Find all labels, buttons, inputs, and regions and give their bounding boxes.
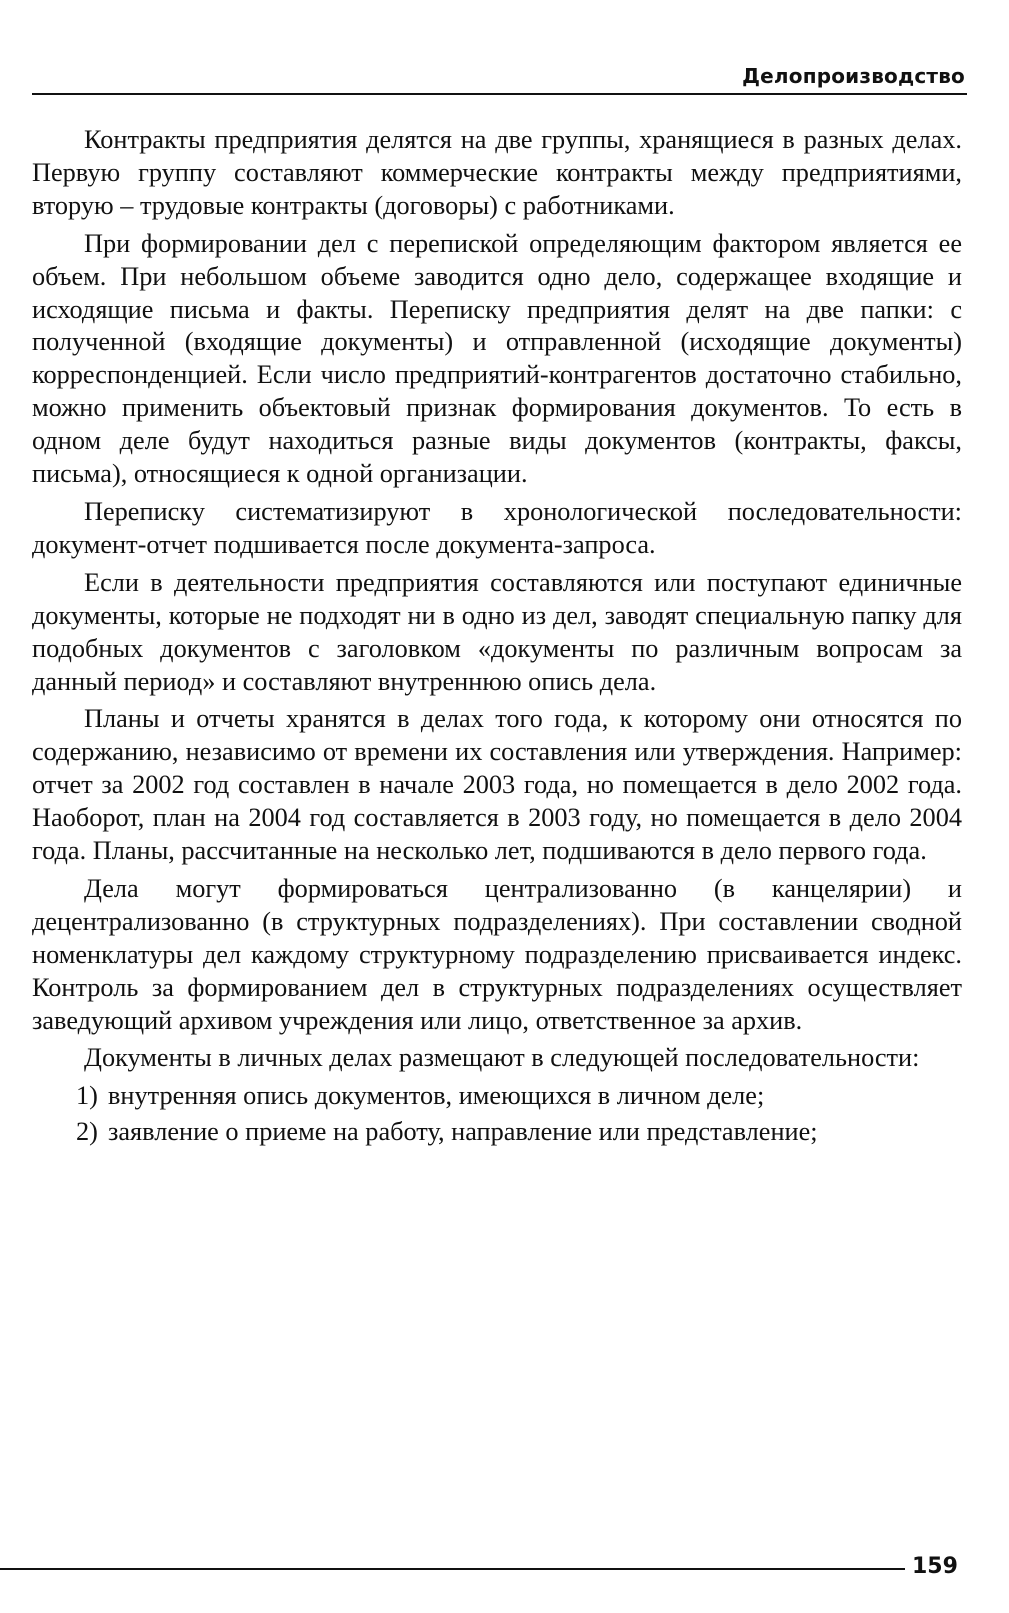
- page-body: [32, 124, 962, 1152]
- paragraph-contracts: Контракты предприятия делятся на две группы, хранящиеся в разных делах. Первую группу составляют коммерческие контракты между предприятиями, вторую – трудовые контракты (договоры) с работниками.: [32, 125, 962, 220]
- paragraph-correspondence: При формировании дел с перепиской определяющим фактором является ее объем. При небольшом объеме заводится одно дело, содержащее входящие и исходящие письма и факты. Переписку предприятия делят на две папки: с полученной (входящие документы) и отправленной (исходящие документы) корреспонденцией. Если число предприятий-контрагентов достаточно стабильно, можно применить объектовый признак формирования документов. То есть в одном деле будут находиться разные виды документов (контракты, факсы, письма), относящиеся к одной организации.: [32, 228, 962, 489]
- footer-rule: [0, 1568, 905, 1570]
- page-number: 159: [912, 1554, 958, 1579]
- list-item-number: 2): [76, 1117, 98, 1147]
- list-item: [32, 1080, 962, 1113]
- list-item: [32, 1116, 962, 1149]
- paragraph-plans-reports: Планы и отчеты хранятся в делах того года, к которому они относятся по содержанию, независимо от времени их составления или утверждения. Например: отчет за 2002 год составлен в начале 2003 года, но помещается в дело 2002 года. Наоборот, план на 2004 год составляется в 2003 году, но помещается в дело 2004 года. Планы, рассчитанные на несколько лет, подшиваются в дело первого года.: [32, 704, 962, 866]
- paragraph-personal-files: Документы в личных делах размещают в следующей последовательности:: [84, 1043, 920, 1073]
- running-header-title: Делопроизводство: [742, 64, 965, 88]
- paragraph-centralized: Дела могут формироваться централизованно (в канцелярии) и децентрализованно (в структурных подразделениях). При составлении сводной номенклатуры дел каждому структурному подразделению присваивается индекс. Контроль за формированием дел в структурных подразделениях осуществляет заведующий архивом учреждения или лицо, ответственное за архив.: [32, 873, 962, 1035]
- list-item-text: внутренняя опись документов, имеющихся в личном деле;: [108, 1081, 765, 1111]
- header-rule: [32, 93, 967, 95]
- paragraph-chronology: Переписку систематизируют в хронологической последовательности: документ-отчет подшивается после документа-запроса.: [32, 496, 962, 559]
- paragraph-single-documents: Если в деятельности предприятия составляются или поступают единичные документы, которые не подходят ни в одно из дел, заводят специальную папку для подобных документов с заголовком «документы по различным вопросам за данный период» и составляют внутреннюю опись дела.: [32, 567, 962, 696]
- list-item-number: 1): [76, 1081, 98, 1111]
- list-item-text: заявление о приеме на работу, направление или представление;: [108, 1117, 818, 1147]
